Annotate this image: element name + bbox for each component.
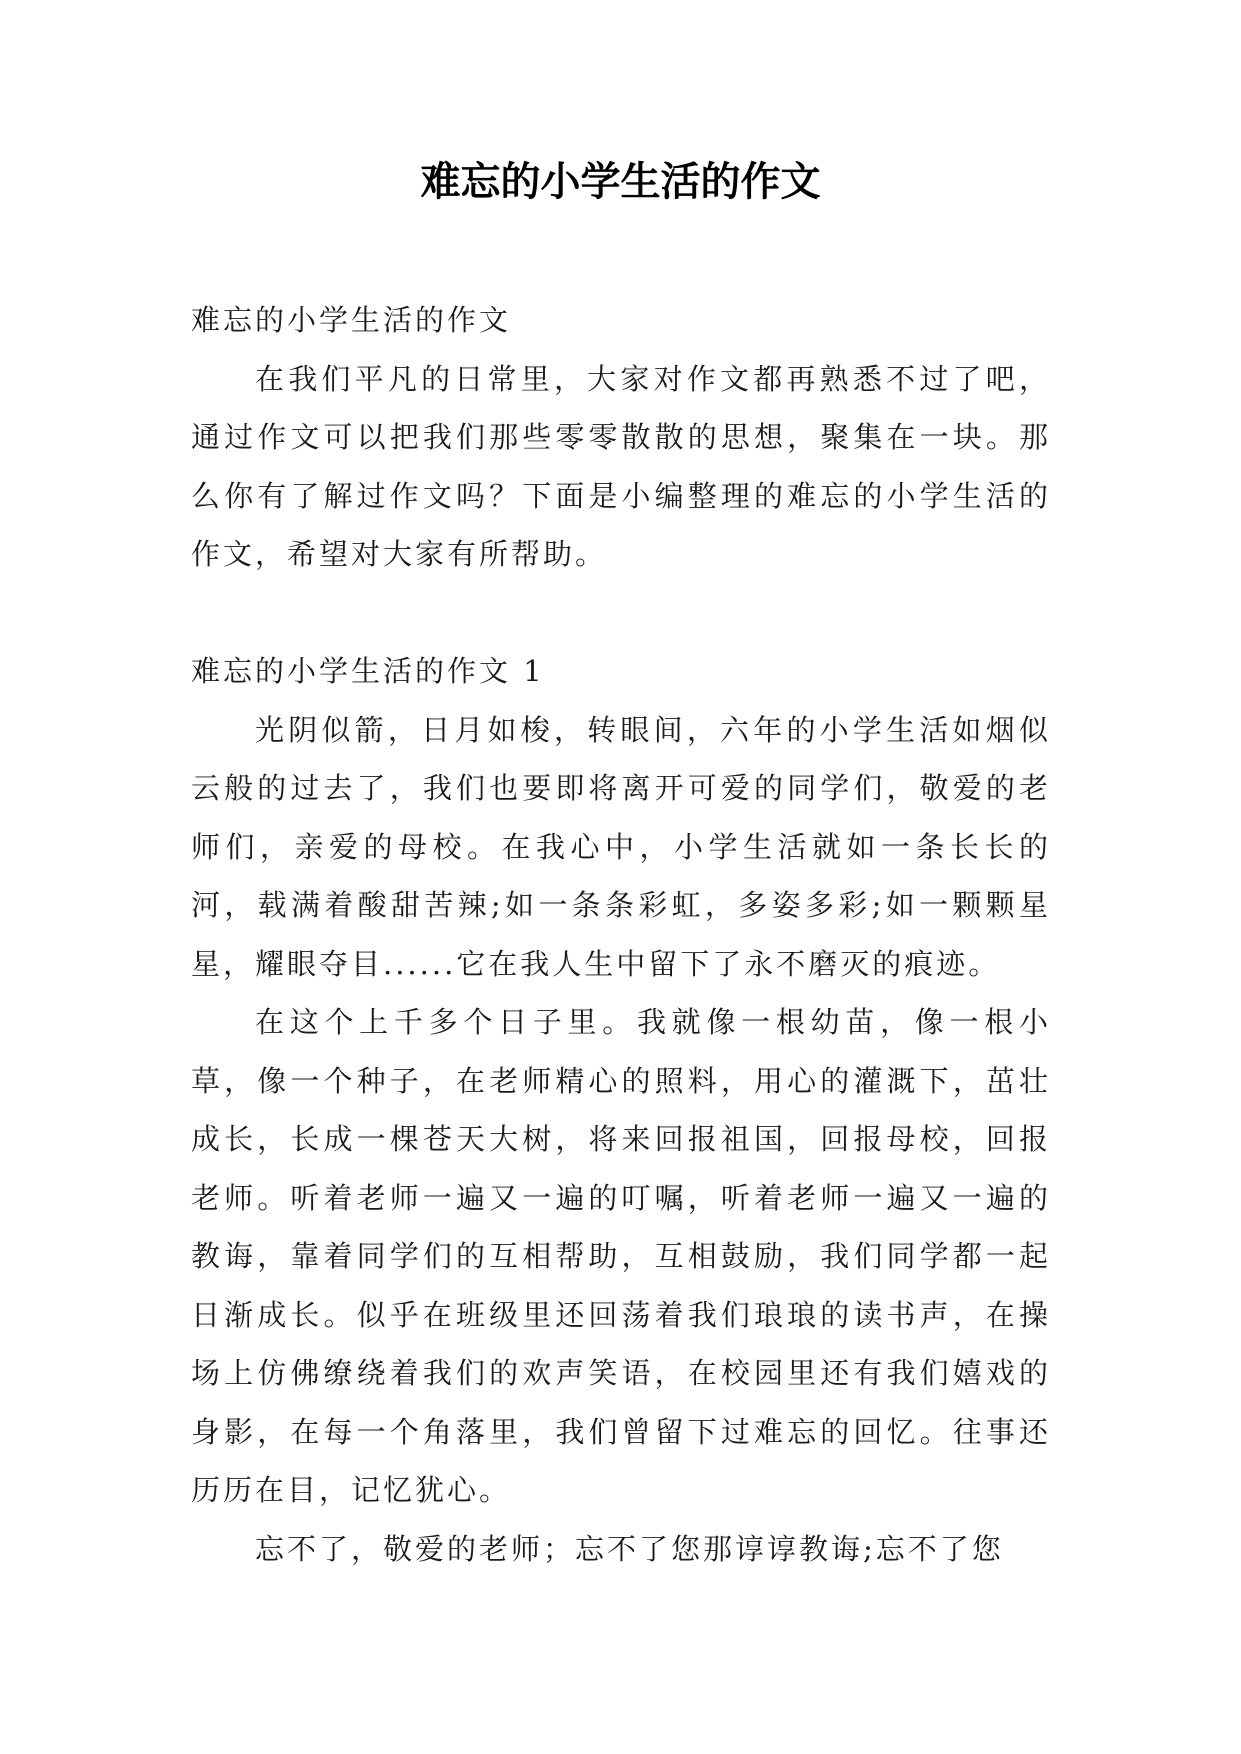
- section1-paragraph-1: 光阴似箭，日月如梭，转眼间，六年的小学生活如烟似云般的过去了，我们也要即将离开可爱的同学们，敬爱的老师们，亲爱的母校。在我心中，小学生活就如一条长长的河，载满着酸甜苦辣;如一条条彩虹，多姿多彩;如一颗颗星星，耀眼夺目......它在我人生中留下了永不磨灭的痕迹。: [191, 712, 1051, 981]
- section1-heading: 难忘的小学生活的作文 1: [191, 654, 545, 688]
- document-title: 难忘的小学生活的作文: [420, 158, 821, 205]
- section-spacer: [191, 584, 1051, 643]
- intro-paragraph: 在我们平凡的日常里，大家对作文都再熟悉不过了吧，通过作文可以把我们那些零零散散的思想，聚集在一块。那么你有了解过作文吗？下面是小编整理的难忘的小学生活的作文，希望对大家有所帮助。: [191, 361, 1051, 571]
- document-body: [191, 291, 1051, 1578]
- section1-paragraph-2: 在这个上千多个日子里。我就像一根幼苗，像一根小草，像一个种子，在老师精心的照料，用心的灌溉下，茁壮成长，长成一棵苍天大树，将来回报祖国，回报母校，回报老师。听着老师一遍又一遍的叮嘱，听着老师一遍又一遍的教诲，靠着同学们的互相帮助，互相鼓励，我们同学都一起日渐成长。似乎在班级里还回荡着我们琅琅的读书声，在操场上仿佛缭绕着我们的欢声笑语，在校园里还有我们嬉戏的身影，在每一个角落里，我们曾留下过难忘的回忆。往事还历历在目，记忆犹心。: [191, 1005, 1051, 1507]
- section1-paragraph-3: 忘不了，敬爱的老师；忘不了您那谆谆教诲;忘不了您: [255, 1531, 1004, 1566]
- intro-heading: 难忘的小学生活的作文: [191, 303, 512, 337]
